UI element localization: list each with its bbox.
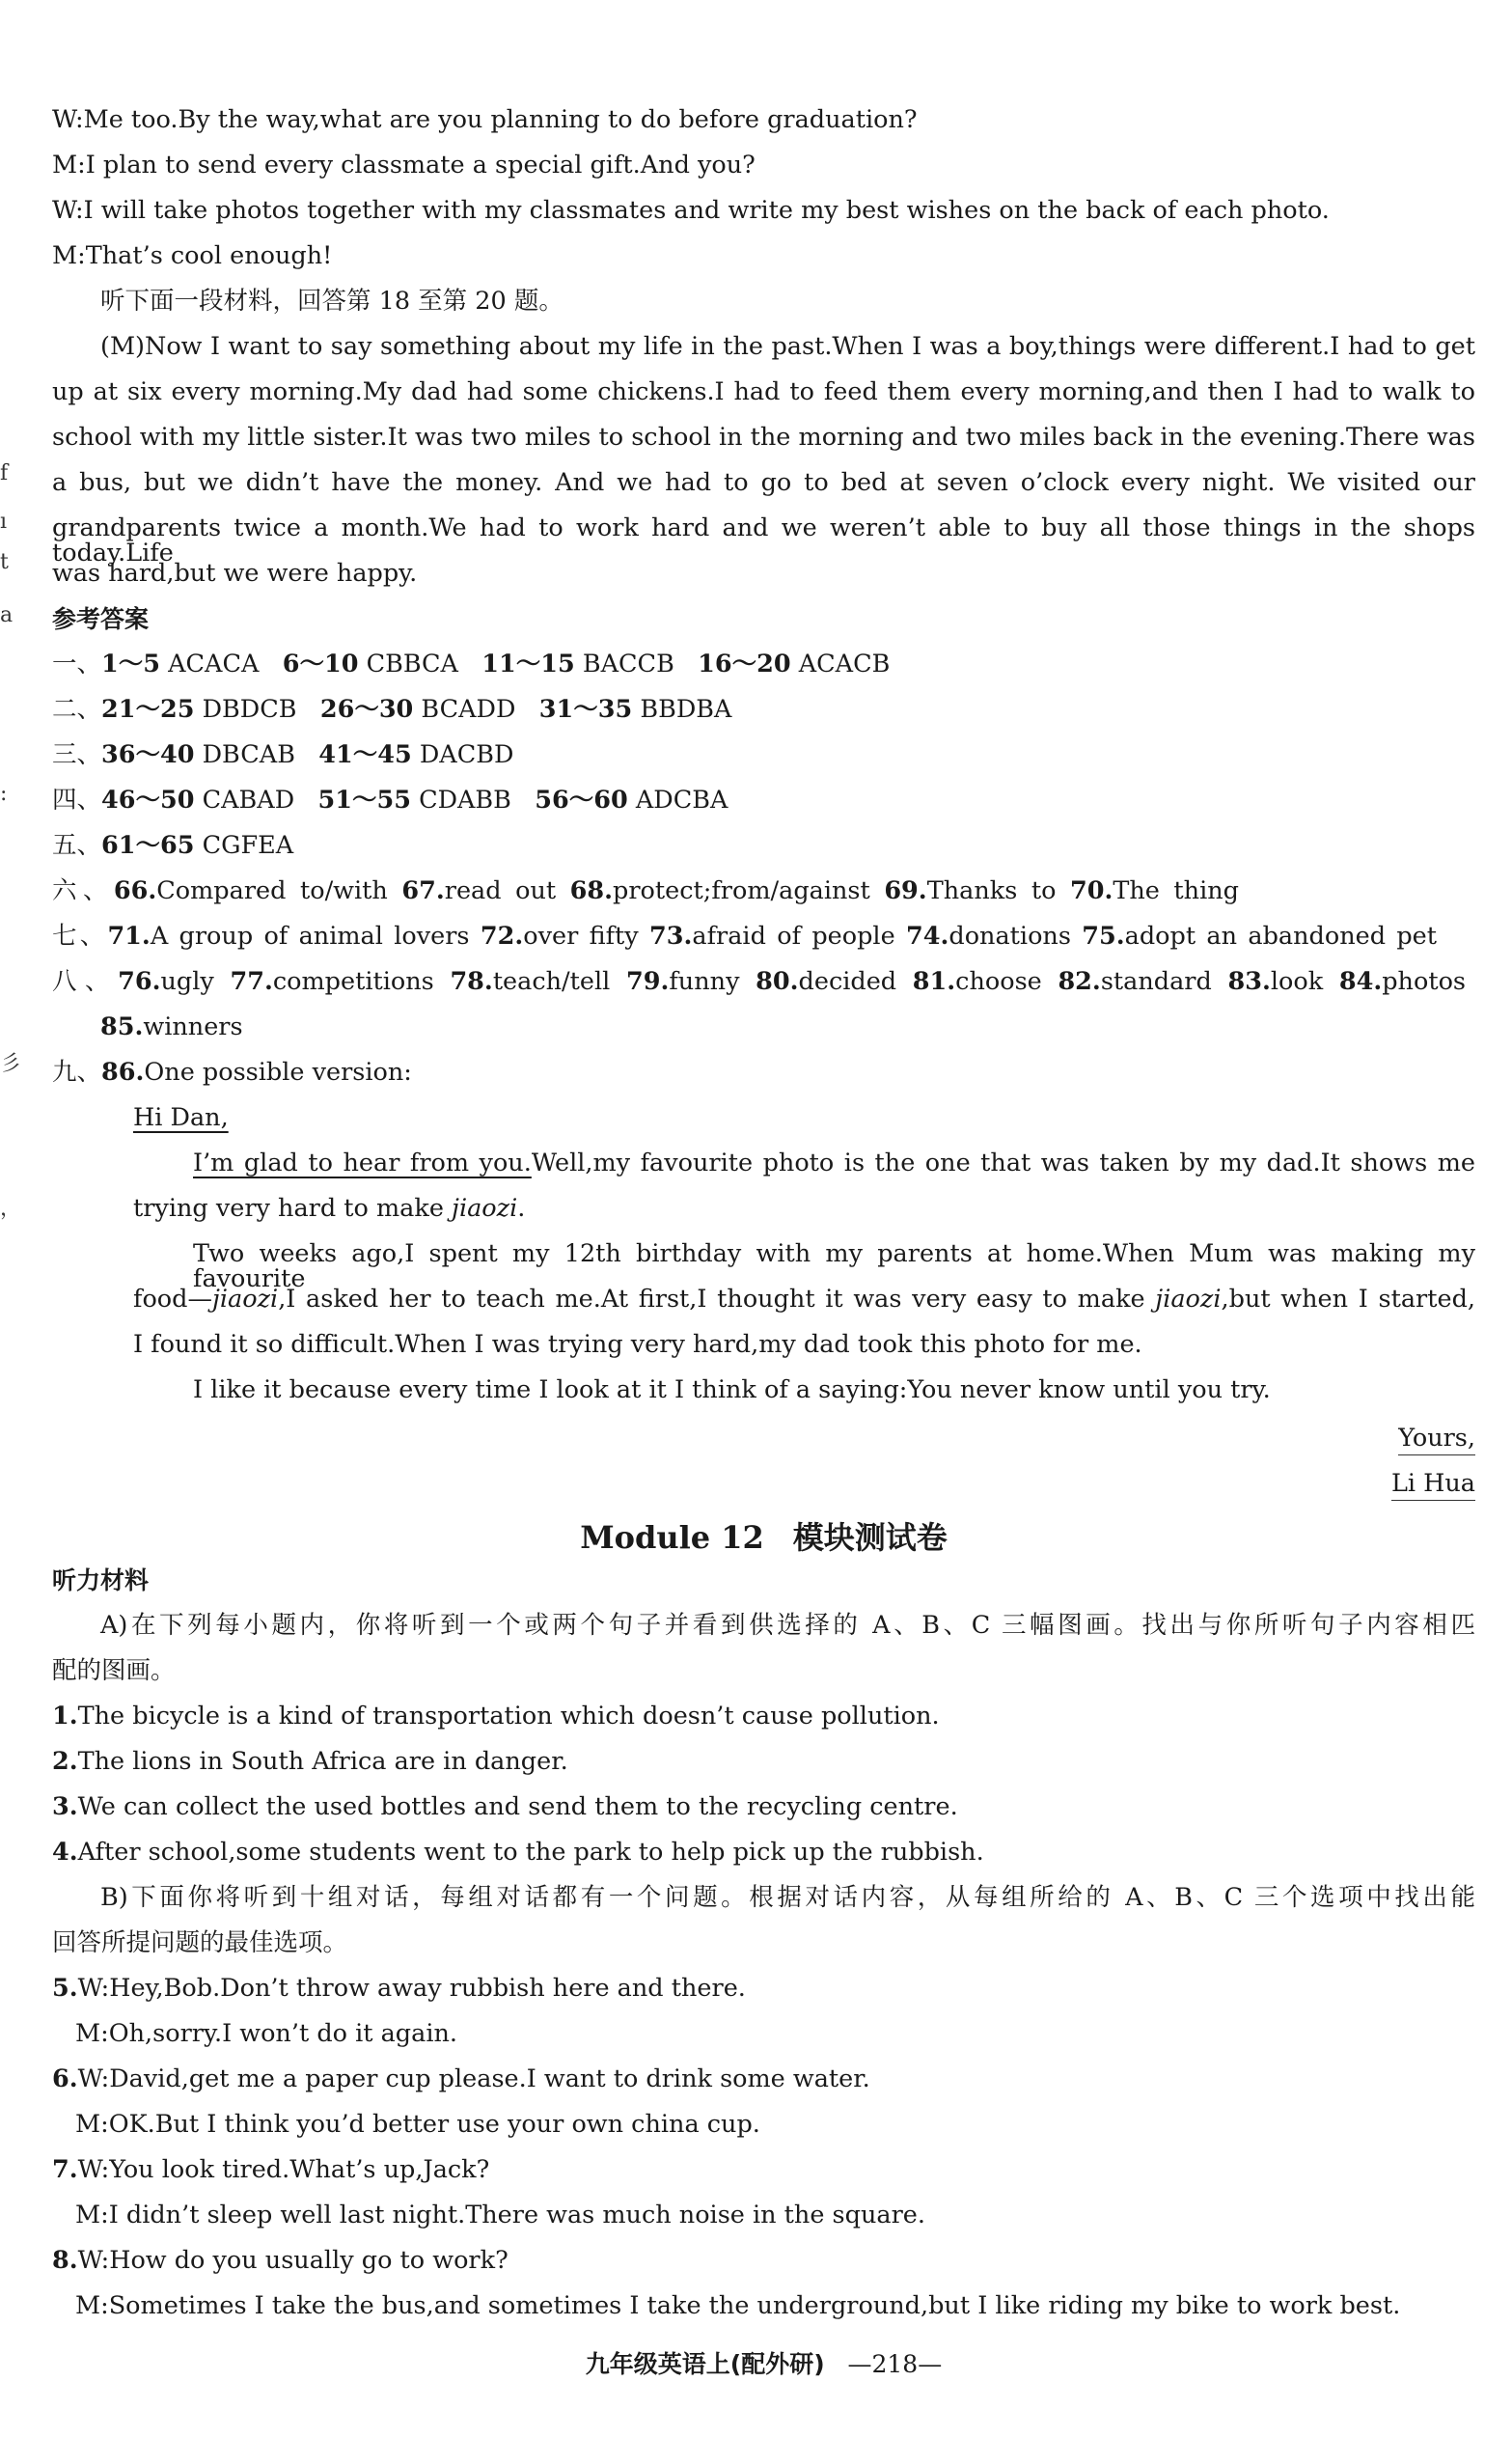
- part-a-intro-line-2: 配的图画。: [52, 1656, 176, 1685]
- part-b-question: 5.W:Hey,Bob.Don’t throw away rubbish here and there.: [52, 1974, 746, 2003]
- part-a-item: 1.The bicycle is a kind of transportation which doesn’t cause pollution.: [52, 1702, 940, 1731]
- answer-row-5: 五、61～65 CGFEA: [52, 831, 294, 860]
- margin-mark: a: [0, 603, 14, 627]
- answer-row-7: 七、71.A group of animal lovers 72.over fifty 73.afraid of people 74.donations 75.adopt an abandoned pet: [52, 922, 1438, 951]
- margin-mark: t: [0, 550, 9, 574]
- passage-line: a bus, but we didn’t have the money. And we had to go to bed at seven o’clock every night. We visited our: [52, 468, 1475, 497]
- part-b-answer: M:OK.But I think you’d better use your own china cup.: [75, 2110, 760, 2139]
- answer-row-8b: 85.winners: [100, 1012, 243, 1041]
- passage-line: (M)Now I want to say something about my life in the past.When I was a boy,things were different.I had to get: [100, 332, 1475, 361]
- margin-mark: 彡: [0, 1052, 22, 1076]
- passage-line: school with my little sister.It was two miles to school in the morning and two miles back in the evening.There was: [52, 423, 1475, 452]
- letter-paragraph-1-line-2: trying very hard to make jiaozi.: [133, 1194, 526, 1223]
- passage-line: up at six every morning.My dad had some chickens.I had to feed them every morning,and then I had to walk to: [52, 377, 1475, 406]
- part-b-answer: M:Oh,sorry.I won’t do it again.: [75, 2019, 458, 2048]
- letter-paragraph-2-line-3: I found it so difficult.When I was trying very hard,my dad took this photo for me.: [133, 1330, 1142, 1359]
- letter-paragraph-2: Two weeks ago,I spent my 12th birthday with my parents at home.When Mum was making my favourite: [193, 1239, 1475, 1293]
- letter-paragraph-2-line-2: food—jiaozi,I asked her to teach me.At first,I thought it was very easy to make jiaozi,but when I started,: [133, 1285, 1475, 1314]
- part-a-intro: A)在下列每小题内，你将听到一个或两个句子并看到供选择的 A、B、C 三幅图画。找出与你所听句子内容相匹: [100, 1611, 1475, 1640]
- answer-row-3: 三、36～40 DBCAB 41～45 DACBD: [52, 740, 514, 769]
- part-a-item: 3.We can collect the used bottles and send them to the recycling centre.: [52, 1792, 958, 1821]
- letter-paragraph-1: I’m glad to hear from you.Well,my favourite photo is the one that was taken by my dad.It shows me: [193, 1149, 1475, 1177]
- page-number: —218—: [847, 2350, 943, 2378]
- part-b-intro: B)下面你将听到十组对话，每组对话都有一个问题。根据对话内容，从每组所给的 A、B、C 三个选项中找出能: [100, 1883, 1475, 1912]
- letter-signature: Li Hua: [1391, 1469, 1475, 1501]
- passage-line: grandparents twice a month.We had to work hard and we weren’t able to buy all those things in the shops today.Life: [52, 513, 1475, 568]
- module-title: Module 12 模块测试卷: [580, 1519, 948, 1556]
- dialogue-line: M:That’s cool enough!: [52, 241, 333, 270]
- answer-row-8: 八、76.ugly 77.competitions 78.teach/tell 79.funny 80.decided 81.choose 82.standard 83.look 84.photos: [52, 967, 1467, 996]
- answer-row-9: 九、86.One possible version:: [52, 1058, 412, 1087]
- part-b-answer: M:I didn’t sleep well last night.There was much noise in the square.: [75, 2201, 925, 2229]
- part-b-question: 6.W:David,get me a paper cup please.I want to drink some water.: [52, 2064, 870, 2093]
- part-b-question: 7.W:You look tired.What’s up,Jack?: [52, 2155, 490, 2184]
- listening-heading: 听力材料: [52, 1566, 150, 1594]
- dialogue-line: W:Me too.By the way,what are you planning to do before graduation?: [52, 105, 918, 134]
- part-a-item: 4.After school,some students went to the park to help pick up the rubbish.: [52, 1838, 984, 1867]
- letter-paragraph-3: I like it because every time I look at it I think of a saying:You never know until you try.: [193, 1375, 1271, 1404]
- page-footer: [52, 2345, 1475, 2380]
- margin-mark: :: [0, 782, 8, 806]
- letter-greeting: Hi Dan,: [133, 1103, 229, 1132]
- answer-row-6: 六、66.Compared to/with 67.read out 68.protect;from/against 69.Thanks to 70.The thing: [52, 876, 1239, 905]
- part-a-item: 2.The lions in South Africa are in danger.: [52, 1747, 568, 1776]
- part-b-question: 8.W:How do you usually go to work?: [52, 2246, 509, 2275]
- margin-mark: ı: [0, 510, 8, 534]
- dialogue-line: W:I will take photos together with my classmates and write my best wishes on the back of each photo.: [52, 196, 1330, 225]
- answer-row-1: 一、1～5 ACACA 6～10 CBBCA 11～15 BACCB 16～20 ACACB: [52, 650, 891, 678]
- answers-heading: 参考答案: [52, 605, 150, 633]
- dialogue-line: M:I plan to send every classmate a special gift.And you?: [52, 151, 756, 180]
- answer-row-2: 二、21～25 DBDCB 26～30 BCADD 31～35 BBDBA: [52, 695, 732, 724]
- margin-mark: f: [0, 461, 9, 485]
- passage-intro: 听下面一段材料，回答第 18 至第 20 题。: [100, 287, 564, 316]
- passage-line: was hard,but we were happy.: [52, 559, 418, 588]
- answer-row-4: 四、46～50 CABAD 51～55 CDABB 56～60 ADCBA: [52, 786, 729, 815]
- part-b-intro-line-2: 回答所提问题的最佳选项。: [52, 1928, 348, 1957]
- footer-book-title: 九年级英语上(配外研): [585, 2350, 825, 2378]
- part-b-answer: M:Sometimes I take the bus,and sometimes I take the underground,but I like riding my bike to work best.: [75, 2291, 1401, 2320]
- letter-closing: Yours,: [1398, 1424, 1475, 1455]
- margin-mark: ，: [0, 1197, 22, 1221]
